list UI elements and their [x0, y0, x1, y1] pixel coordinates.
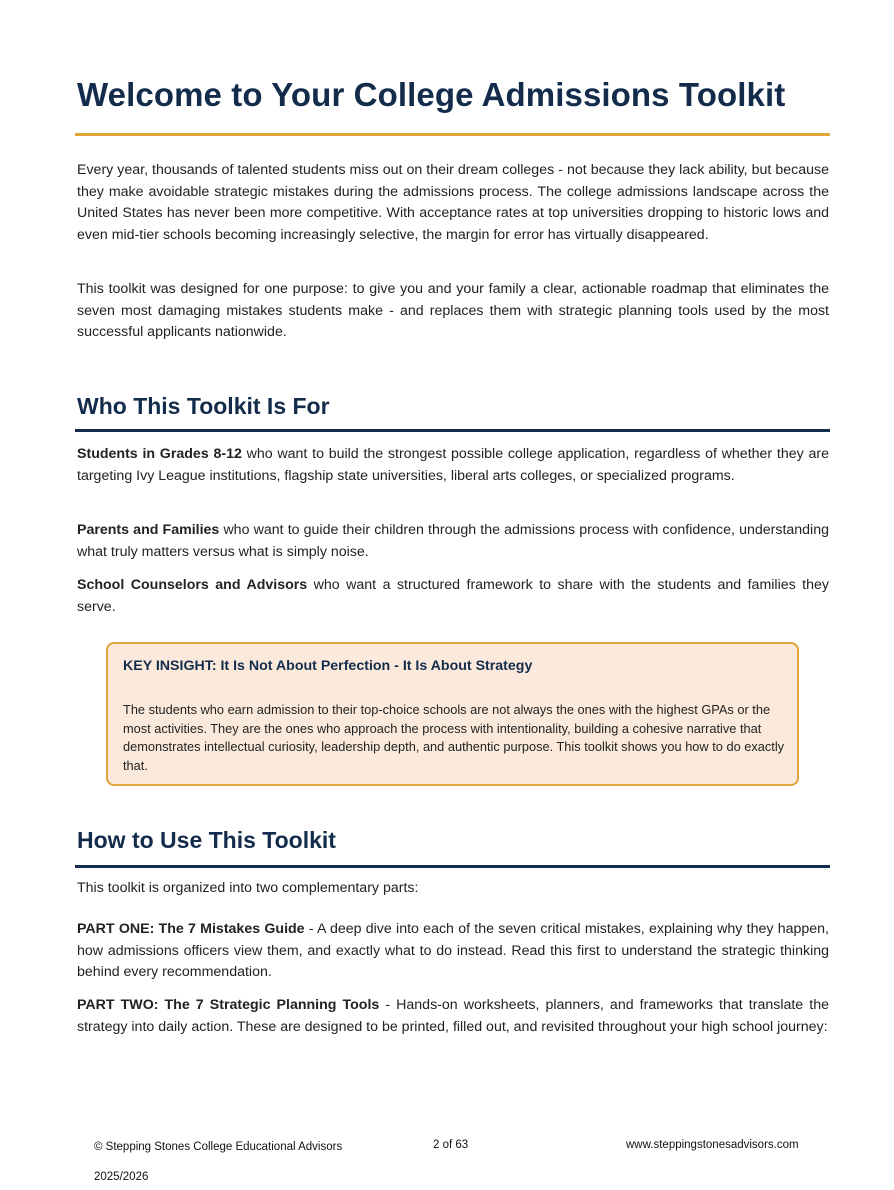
key-insight-body: The students who earn admission to their top-choice schools are not always the ones with the highest GPAs or the most activities. They are the ones who approach the process with intentionality, building a cohesive narrative that demonstrates intellectual curiosity, leadership depth, and authentic purpose. This toolkit shows you how to do exactly that. [123, 702, 785, 773]
how-intro: This toolkit is organized into two complementary parts: [77, 880, 419, 896]
who-item-lead: Students in Grades 8-12 [77, 446, 242, 462]
how-part-two [77, 995, 829, 1038]
who-item-counselors [77, 575, 829, 618]
who-item-text: who want to build the strongest possible college application, regardless of whether they are targeting Ivy League institutions, flagship state universities, liberal arts colleges, or specialized programs. [77, 446, 829, 484]
who-item-text: who want a structured framework to share with the students and families they serve. [77, 577, 829, 615]
how-part-one [77, 919, 829, 984]
page-title: Welcome to Your College Admissions Toolkit [77, 76, 786, 113]
part-text: - Hands-on worksheets, planners, and frameworks that translate the strategy into daily action. These are designed to be printed, filled out, and revisited throughout your high school journey: [77, 997, 829, 1035]
footer-copyright: © Stepping Stones College Educational Advisors [94, 1141, 343, 1153]
who-heading-divider [75, 429, 830, 432]
footer-year: 2025/2026 [94, 1171, 149, 1183]
who-item-students [77, 444, 829, 487]
how-heading: How to Use This Toolkit [77, 827, 336, 853]
who-item-lead: School Counselors and Advisors [77, 577, 308, 593]
part-lead: PART ONE: The 7 Mistakes Guide [77, 921, 305, 937]
intro-paragraph-2: This toolkit was designed for one purpose: to give you and your family a clear, actionable roadmap that eliminates the seven most damaging mistakes students make - and replaces them with strategic planning tools used by the most successful applicants nationwide. [77, 281, 829, 340]
title-divider [75, 133, 830, 136]
key-insight-title: KEY INSIGHT: It Is Not About Perfection - It Is About Strategy [123, 658, 533, 674]
footer-website[interactable]: www.steppingstonesadvisors.com [626, 1139, 799, 1151]
who-item-lead: Parents and Families [77, 522, 220, 538]
key-insight-callout [106, 642, 799, 786]
footer-page-number: 2 of 63 [433, 1139, 469, 1151]
part-lead: PART TWO: The 7 Strategic Planning Tools [77, 997, 380, 1013]
who-item-parents [77, 520, 829, 563]
how-heading-divider [75, 865, 830, 868]
who-heading: Who This Toolkit Is For [77, 393, 330, 419]
who-item-text: who want to guide their children through the admissions process with confidence, understanding what truly matters versus what is simply noise. [77, 522, 829, 560]
intro-paragraph-1: Every year, thousands of talented students miss out on their dream colleges - not because they lack ability, but because they make avoidable strategic mistakes during the admissions process. The college admissions landscape across the United States has never been more competitive. With acceptance rates at top universities dropping to historic lows and even mid-tier schools becoming increasingly selective, the margin for error has virtually disappeared. [77, 162, 829, 243]
part-text: - A deep dive into each of the seven critical mistakes, explaining why they happen, how admissions officers view them, and exactly what to do instead. Read this first to understand the strategic thinking behind every recommendation. [77, 921, 829, 980]
